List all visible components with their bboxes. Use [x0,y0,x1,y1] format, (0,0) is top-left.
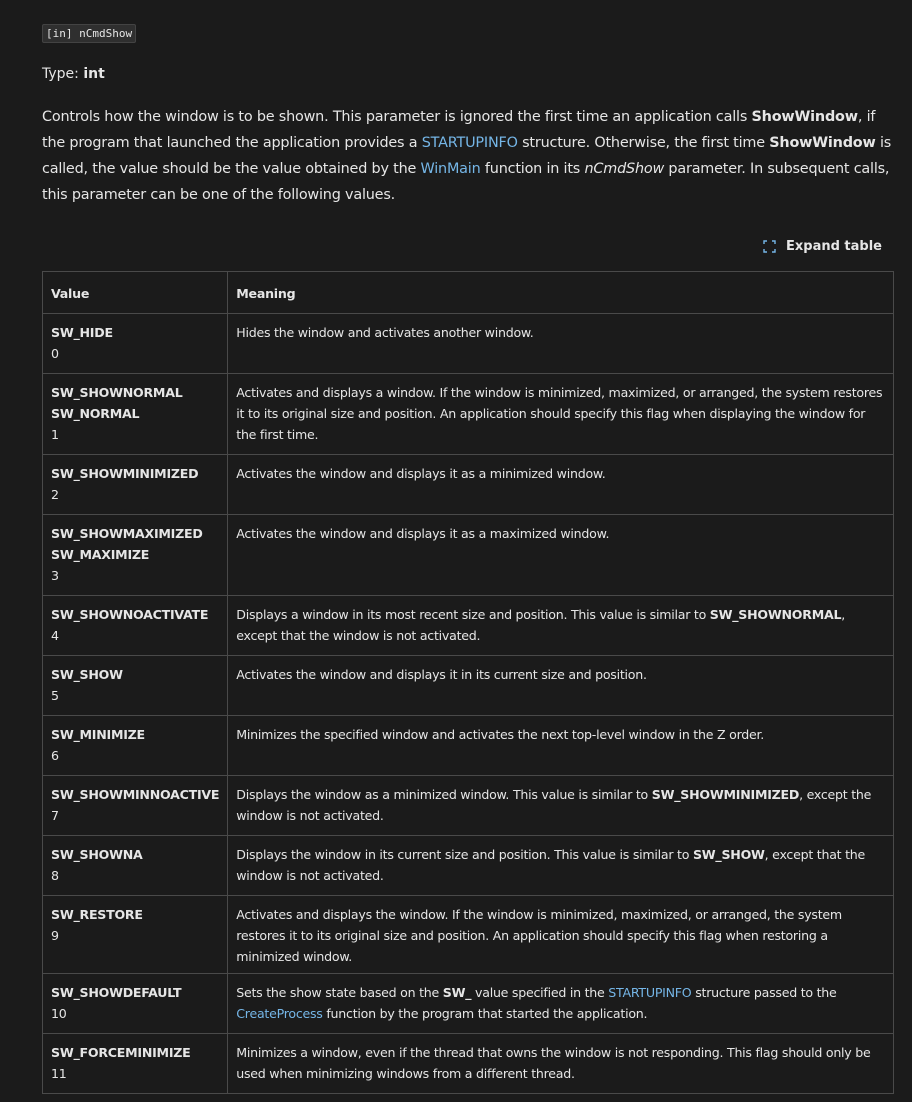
table-row [43,314,894,374]
table-row [43,596,894,656]
table-row [43,656,894,716]
expand-table-button[interactable] [763,239,882,254]
desc-text: is called, the value should be the value obtained by the [42,135,892,177]
startupinfo-link[interactable]: STARTUPINFO [608,985,692,1000]
parameter-type [42,66,105,82]
constant-name: SW_SHOWMINIMIZED [51,466,199,481]
constant-name: SW_FORCEMINIMIZE [51,1045,191,1060]
desc-italic: nCmdShow [584,161,665,177]
meaning-bold: SW_SHOWNORMAL [709,607,842,622]
desc-text: structure. Otherwise, the first time [517,135,770,151]
constant-name: SW_SHOWNOACTIVATE [51,607,209,622]
meaning-cell [228,896,894,974]
constant-value: 6 [51,748,59,763]
constant-value: 7 [51,808,59,823]
createprocess-link[interactable]: CreateProcess [236,1006,323,1021]
value-cell [43,455,228,515]
constant-name: SW_SHOW [51,667,123,682]
value-cell [43,716,228,776]
constant-name: SW_HIDE [51,325,113,340]
meaning-text: Hides the window and activates another window. [236,325,534,340]
value-cell [43,896,228,974]
desc-text: Controls how the window is to be shown. This parameter is ignored the first time an application calls [42,109,752,125]
constant-value: 3 [51,568,59,583]
meaning-text: , except the window is not activated. [236,787,872,823]
meaning-text: Sets the show state based on the [236,985,443,1000]
meaning-cell [228,836,894,896]
constant-name: SW_SHOWNORMAL [51,385,183,400]
desc-bold: ShowWindow [769,135,876,151]
value-cell [43,1034,228,1094]
constant-name: SW_MINIMIZE [51,727,145,742]
constant-name: SW_SHOWNA [51,847,143,862]
meaning-cell [228,455,894,515]
meaning-text: structure passed to the [691,985,837,1000]
meaning-text: Activates and displays a window. If the window is minimized, maximized, or arranged, the system restores it to its original size and position. An application should specify this flag when displaying the window for the first time. [236,385,883,442]
constant-value: 11 [51,1066,67,1081]
parameter-description [42,104,892,208]
constant-name: SW_SHOWMAXIMIZED [51,526,203,541]
expand-table-label: Expand table [786,239,882,254]
table-body [43,314,894,1094]
meaning-text: Activates and displays the window. If the window is minimized, maximized, or arranged, the system restores it to its original size and position. An application should specify this flag when restoring a minimized window. [236,907,842,964]
meaning-cell [228,974,894,1034]
meaning-cell [228,1034,894,1094]
value-cell [43,515,228,596]
value-cell [43,374,228,455]
meaning-bold: SW_SHOWMINIMIZED [651,787,800,802]
table-row [43,716,894,776]
constant-name: SW_RESTORE [51,907,143,922]
column-header-meaning: Meaning [228,272,894,314]
desc-text: parameter. In subsequent calls, this parameter can be one of the following values. [42,161,890,203]
meaning-text: Activates the window and displays it as a minimized window. [236,466,606,481]
value-cell [43,836,228,896]
expand-icon [763,240,776,253]
value-cell [43,776,228,836]
column-header-value: Value [43,272,228,314]
meaning-text: Minimizes a window, even if the thread that owns the window is not responding. This flag should only be used when minimizing windows from a different thread. [236,1045,871,1081]
constant-name: SW_MAXIMIZE [51,547,150,562]
constant-name: SW_SHOWDEFAULT [51,985,182,1000]
table-row [43,455,894,515]
meaning-text: Displays the window as a minimized window. This value is similar to [236,787,652,802]
meaning-bold: SW_ [442,985,472,1000]
meaning-text: function by the program that started the application. [322,1006,648,1021]
desc-text: , if the program that launched the application provides a [42,109,876,151]
constant-value: 9 [51,928,59,943]
constant-value: 8 [51,868,59,883]
table-row [43,896,894,974]
constant-name: SW_SHOWMINNOACTIVE [51,787,220,802]
parameter-name: [in] nCmdShow [42,24,136,43]
constant-value: 0 [51,346,59,361]
constant-value: 2 [51,487,59,502]
constant-value: 5 [51,688,59,703]
table-row [43,1034,894,1094]
constant-value: 10 [51,1006,67,1021]
meaning-cell [228,596,894,656]
meaning-text: , except that the window is not activated. [236,607,846,643]
startupinfo-link[interactable]: STARTUPINFO [421,135,518,151]
meaning-cell [228,314,894,374]
meaning-cell [228,374,894,455]
meaning-cell [228,716,894,776]
meaning-cell [228,776,894,836]
desc-text: function in its [480,161,585,177]
value-cell [43,314,228,374]
table-row [43,836,894,896]
table-row [43,515,894,596]
values-table [42,271,894,1094]
meaning-text: , except that the window is not activated. [236,847,866,883]
meaning-text: Minimizes the specified window and activates the next top-level window in the Z order. [236,727,765,742]
value-cell [43,596,228,656]
meaning-text: Displays the window in its current size and position. This value is similar to [236,847,693,862]
constant-name: SW_NORMAL [51,406,140,421]
meaning-bold: SW_SHOW [692,847,765,862]
table-row [43,374,894,455]
meaning-text: value specified in the [471,985,609,1000]
meaning-text: Activates the window and displays it as a maximized window. [236,526,610,541]
type-label: Type: [42,66,79,82]
constant-value: 4 [51,628,59,643]
type-value: int [83,66,105,82]
table-header-row [43,272,894,314]
constant-value: 1 [51,427,59,442]
desc-bold: ShowWindow [751,109,858,125]
value-cell [43,656,228,716]
meaning-text: Displays a window in its most recent size and position. This value is similar to [236,607,710,622]
table-row [43,776,894,836]
meaning-text: Activates the window and displays it in its current size and position. [236,667,647,682]
winmain-link[interactable]: WinMain [420,161,481,177]
meaning-cell [228,656,894,716]
meaning-cell [228,515,894,596]
table-row [43,974,894,1034]
value-cell [43,974,228,1034]
